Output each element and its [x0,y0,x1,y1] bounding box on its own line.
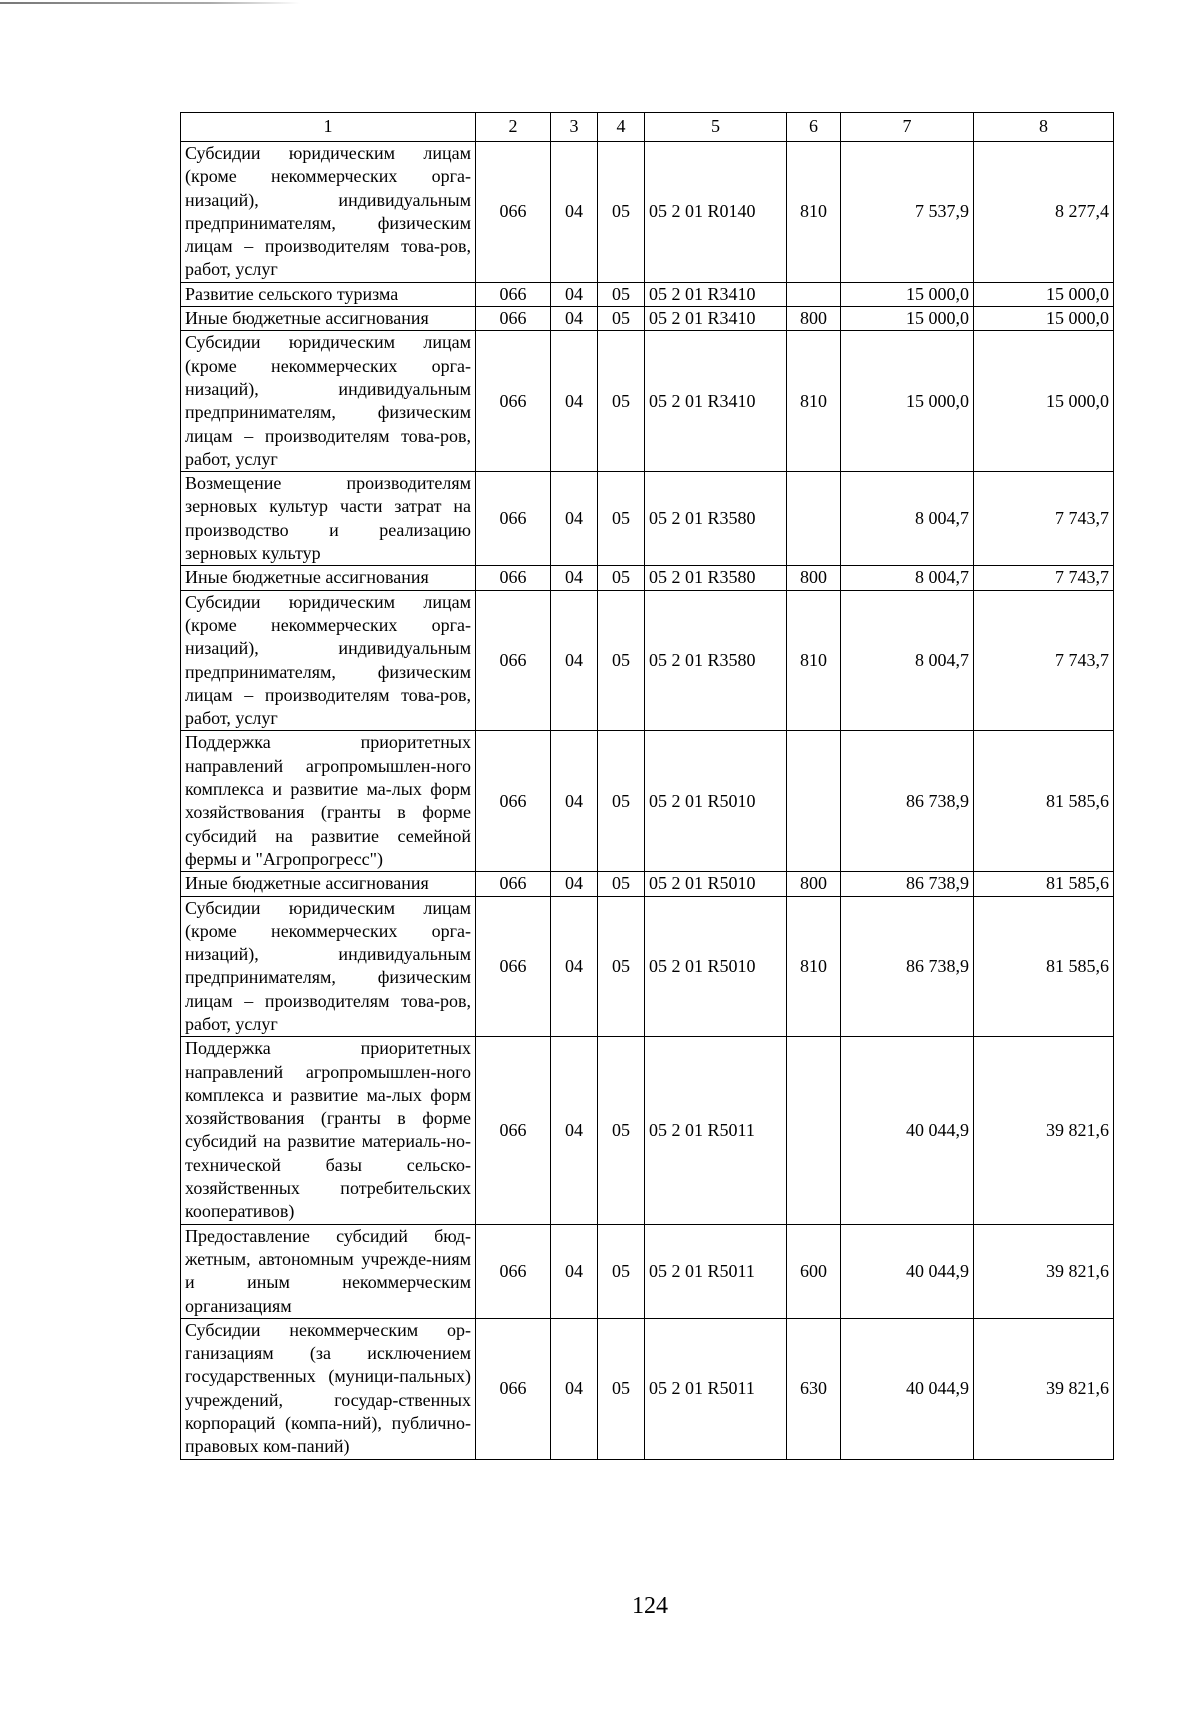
amount-year2-cell: 81 585,6 [974,872,1114,896]
section-cell: 04 [551,1318,598,1459]
ministry-code-cell: 066 [476,1037,551,1224]
item-name-cell: Субсидии юридическим лицам (кроме некоммерческих орга-низаций), индивидуальным предпринимателям, физическим лицам – производителям това-ров, работ, услуг [181,896,476,1037]
ministry-code-cell: 066 [476,1318,551,1459]
subsection-cell: 05 [598,1318,645,1459]
target-article-cell: 05 2 01 R3410 [645,307,787,331]
item-name-cell: Развитие сельского туризма [181,282,476,306]
header-cell: 1 [181,113,476,142]
amount-year1-cell: 40 044,9 [841,1224,974,1318]
header-cell: 3 [551,113,598,142]
subsection-cell: 05 [598,142,645,283]
amount-year1-cell: 15 000,0 [841,331,974,472]
budget-table [180,112,1114,1460]
amount-year1-cell: 8 004,7 [841,472,974,566]
section-cell: 04 [551,282,598,306]
section-cell: 04 [551,731,598,872]
amount-year1-cell: 86 738,9 [841,731,974,872]
table-row [181,590,1114,731]
amount-year1-cell: 86 738,9 [841,872,974,896]
expense-type-cell: 810 [787,142,841,283]
item-name-cell: Субсидии юридическим лицам (кроме некоммерческих орга-низаций), индивидуальным предпринимателям, физическим лицам – производителям това-ров, работ, услуг [181,142,476,283]
section-cell: 04 [551,142,598,283]
subsection-cell: 05 [598,472,645,566]
amount-year2-cell: 39 821,6 [974,1318,1114,1459]
amount-year2-cell: 15 000,0 [974,307,1114,331]
subsection-cell: 05 [598,590,645,731]
table-row [181,566,1114,590]
amount-year2-cell: 15 000,0 [974,282,1114,306]
target-article-cell: 05 2 01 R3580 [645,472,787,566]
item-name-cell: Предоставление субсидий бюд-жетным, автономным учрежде-ниям и иным некоммерческим организациям [181,1224,476,1318]
amount-year2-cell: 39 821,6 [974,1037,1114,1224]
ministry-code-cell: 066 [476,590,551,731]
target-article-cell: 05 2 01 R0140 [645,142,787,283]
header-cell: 6 [787,113,841,142]
table-row [181,331,1114,472]
amount-year2-cell: 15 000,0 [974,331,1114,472]
target-article-cell: 05 2 01 R3410 [645,282,787,306]
item-name-cell: Субсидии юридическим лицам (кроме некоммерческих орга-низаций), индивидуальным предпринимателям, физическим лицам – производителям това-ров, работ, услуг [181,590,476,731]
subsection-cell: 05 [598,307,645,331]
subsection-cell: 05 [598,282,645,306]
table-row [181,1318,1114,1459]
header-cell: 8 [974,113,1114,142]
subsection-cell: 05 [598,731,645,872]
header-cell: 4 [598,113,645,142]
target-article-cell: 05 2 01 R5010 [645,872,787,896]
amount-year2-cell: 7 743,7 [974,590,1114,731]
amount-year1-cell: 8 004,7 [841,590,974,731]
section-cell: 04 [551,566,598,590]
subsection-cell: 05 [598,896,645,1037]
expense-type-cell: 800 [787,307,841,331]
ministry-code-cell: 066 [476,307,551,331]
target-article-cell: 05 2 01 R3580 [645,566,787,590]
table-row [181,307,1114,331]
expense-type-cell: 810 [787,331,841,472]
amount-year2-cell: 8 277,4 [974,142,1114,283]
target-article-cell: 05 2 01 R3580 [645,590,787,731]
amount-year2-cell: 7 743,7 [974,566,1114,590]
target-article-cell: 05 2 01 R5010 [645,896,787,1037]
amount-year2-cell: 81 585,6 [974,896,1114,1037]
amount-year1-cell: 40 044,9 [841,1037,974,1224]
expense-type-cell [787,1037,841,1224]
section-cell: 04 [551,472,598,566]
ministry-code-cell: 066 [476,872,551,896]
scan-edge-mark [0,2,300,4]
amount-year1-cell: 15 000,0 [841,282,974,306]
ministry-code-cell: 066 [476,282,551,306]
amount-year2-cell: 39 821,6 [974,1224,1114,1318]
section-cell: 04 [551,872,598,896]
ministry-code-cell: 066 [476,566,551,590]
subsection-cell: 05 [598,1224,645,1318]
item-name-cell: Иные бюджетные ассигнования [181,307,476,331]
table-row [181,1224,1114,1318]
section-cell: 04 [551,307,598,331]
expense-type-cell: 600 [787,1224,841,1318]
ministry-code-cell: 066 [476,896,551,1037]
item-name-cell: Поддержка приоритетных направлений агропромышлен-ного комплекса и развитие ма-лых форм хозяйствования (гранты в форме субсидий на развитие семейной фермы и "Агропрогресс") [181,731,476,872]
section-cell: 04 [551,896,598,1037]
ministry-code-cell: 066 [476,731,551,872]
expense-type-cell: 800 [787,566,841,590]
header-cell: 2 [476,113,551,142]
target-article-cell: 05 2 01 R5011 [645,1224,787,1318]
item-name-cell: Поддержка приоритетных направлений агропромышлен-ного комплекса и развитие ма-лых форм хозяйствования (гранты в форме субсидий на развитие материаль-но-технической базы сельско-хозяйственных потребительских кооперативов) [181,1037,476,1224]
item-name-cell: Иные бюджетные ассигнования [181,566,476,590]
target-article-cell: 05 2 01 R5010 [645,731,787,872]
amount-year1-cell: 7 537,9 [841,142,974,283]
page-number: 124 [632,1593,668,1619]
expense-type-cell: 800 [787,872,841,896]
section-cell: 04 [551,590,598,731]
subsection-cell: 05 [598,872,645,896]
expense-type-cell [787,731,841,872]
target-article-cell: 05 2 01 R3410 [645,331,787,472]
expense-type-cell: 810 [787,896,841,1037]
item-name-cell: Возмещение производителям зерновых культур части затрат на производство и реализацию зерновых культур [181,472,476,566]
ministry-code-cell: 066 [476,472,551,566]
table-row [181,142,1114,283]
amount-year1-cell: 40 044,9 [841,1318,974,1459]
table-row [181,731,1114,872]
item-name-cell: Иные бюджетные ассигнования [181,872,476,896]
ministry-code-cell: 066 [476,142,551,283]
section-cell: 04 [551,331,598,472]
subsection-cell: 05 [598,566,645,590]
table-row [181,472,1114,566]
section-cell: 04 [551,1224,598,1318]
ministry-code-cell: 066 [476,1224,551,1318]
item-name-cell: Субсидии юридическим лицам (кроме некоммерческих орга-низаций), индивидуальным предпринимателям, физическим лицам – производителям това-ров, работ, услуг [181,331,476,472]
amount-year2-cell: 7 743,7 [974,472,1114,566]
expense-type-cell [787,282,841,306]
section-cell: 04 [551,1037,598,1224]
subsection-cell: 05 [598,331,645,472]
table-header-row [181,113,1114,142]
table-row [181,282,1114,306]
table-row [181,872,1114,896]
item-name-cell: Субсидии некоммерческим ор-ганизациям (за исключением государственных (муници-пальных) учреждений, государ-ственных корпораций (компа-ний), публично-правовых ком-паний) [181,1318,476,1459]
amount-year1-cell: 86 738,9 [841,896,974,1037]
amount-year2-cell: 81 585,6 [974,731,1114,872]
amount-year1-cell: 8 004,7 [841,566,974,590]
expense-type-cell [787,472,841,566]
target-article-cell: 05 2 01 R5011 [645,1037,787,1224]
ministry-code-cell: 066 [476,331,551,472]
target-article-cell: 05 2 01 R5011 [645,1318,787,1459]
header-cell: 5 [645,113,787,142]
expense-type-cell: 630 [787,1318,841,1459]
table-row [181,896,1114,1037]
subsection-cell: 05 [598,1037,645,1224]
table-row [181,1037,1114,1224]
expense-type-cell: 810 [787,590,841,731]
amount-year1-cell: 15 000,0 [841,307,974,331]
header-cell: 7 [841,113,974,142]
